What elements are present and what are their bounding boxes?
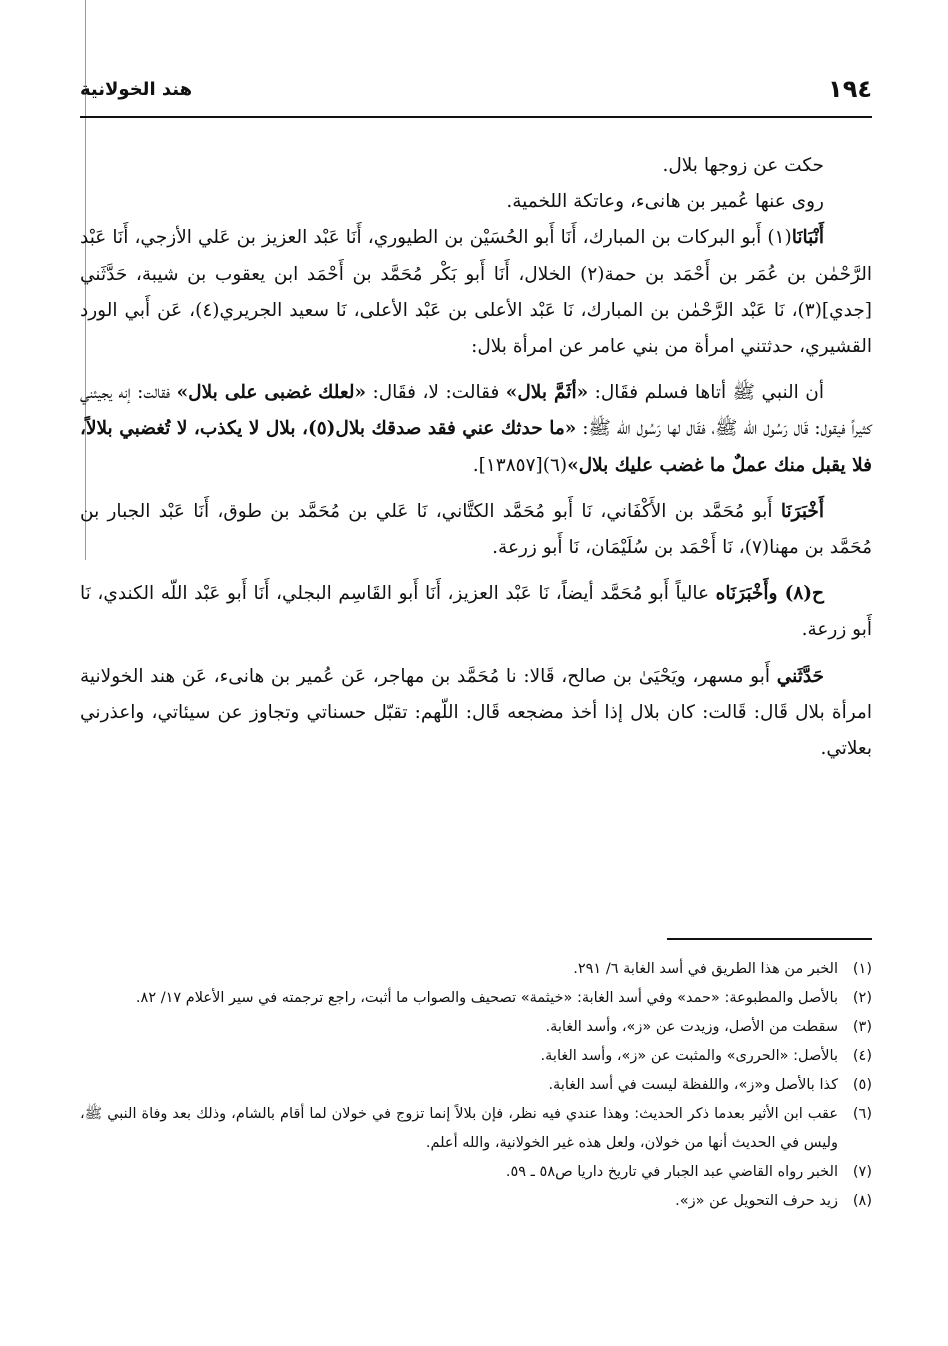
hadith-quote-d: «لعلك غضبى على بلال» xyxy=(176,382,367,404)
hadith-quote-b: «أثَمَّ بلال» xyxy=(505,382,589,404)
footnote-number: (٦) xyxy=(852,1106,872,1122)
footnote-item xyxy=(80,1071,872,1100)
hadith-text-c: فقالت: لا، فقَال: xyxy=(366,382,506,404)
footnote-item xyxy=(80,1042,872,1071)
footnotes xyxy=(80,955,872,1216)
paragraph-isnad-1 xyxy=(80,220,872,365)
footnote-number: (٤) xyxy=(852,1048,872,1064)
paragraph-isnad-2 xyxy=(80,494,872,566)
paragraph-isnad-3 xyxy=(80,576,872,648)
footnote-text: بالأصل: «الحررى» والمثبت عن «ز»، وأسد الغابة. xyxy=(540,1048,838,1064)
footnote-number: (١) xyxy=(852,961,872,977)
footnote-text: كذا بالأصل و«ز»، واللفظة ليست في أسد الغابة. xyxy=(548,1077,838,1093)
footnote-item xyxy=(80,1100,872,1158)
isnad-keyword: ح(٨) وأَخْبَرَنَاه xyxy=(715,583,824,605)
paragraph-hadith xyxy=(80,375,872,484)
hadith-quote-f: «ما حدثك عني فقد صدقك بلال(٥)، بلال لا يكذب، لا تُغضبي بلالاً، فلا يقبل منك عملٌ ما غضب عليك بلال» xyxy=(80,418,872,476)
isnad-text: عالياً أَبو مُحَمَّد أيضاً، نَا عَبْد العزيز، أَنَا أَبو القَاسِم البجلي، أَنَا أَبو عَبْد اللّه الكندي، نَا أَبو زرعة. xyxy=(80,583,872,641)
footnote-item xyxy=(80,1158,872,1187)
footnote-text: عقب ابن الأثير بعدما ذكر الحديث: وهذا عندي فيه نظر، فإن بلالاً إنما تزوج في خولان لما أقام بالشام، وذلك بعد وفاة النبي ﷺ، وليس في الحديث أنها من خولان، ولعل هذه غير الخولانية، والله أعلم. xyxy=(80,1106,838,1151)
footnote-text: الخبر رواه القاضي عبد الجبار في تاريخ داريا ص٥٨ ـ ٥٩. xyxy=(505,1164,838,1180)
page-number: ١٩٤ xyxy=(828,75,872,103)
running-title: هند الخولانية xyxy=(80,78,193,100)
isnad-text: أَبو مُحَمَّد بن الأَكْفَاني، نَا أَبو مُحَمَّد الكتَّاني، نَا عَلي بن مُحَمَّد بن طوق، أَنَا عَبْد الجبار بن مُحَمَّد بن مهنا(٧)، نَا أَحْمَد بن سُلَيْمَان، نَا أَبو زرعة. xyxy=(80,500,872,559)
isnad-keyword: حَدَّثَني xyxy=(776,665,824,687)
header-rule xyxy=(80,116,872,118)
hadith-text-a: أن النبي ﷺ أتاها فسلم فقَال: xyxy=(588,382,825,404)
isnad-text: (١) أَبو البركات بن المبارك، أَنَا أَبو الحُسَيْن بن الطيوري، أَنَا عَبْد العزيز بن عَلي الأزجي، أَنَا عَبْد الرَّحْمٰن بن عُمَر بن أَحْمَد بن حمة(٢) الخلال، أَنَا أَبو بَكْر مُحَمَّد بن أَحْمَد ابن يعقوب بن شيبة، حَدَّثَني [جدي](٣)، نَا عَبْد الرَّحْمٰن بن المبارك، نَا عَبْد الأعلى بن عَبْد الأعلى، نَا سعيد الجريري(٤)، عَن أَبي الورد القشيري، حدثتني امرأة من بني عامر عن امرأة بلال: xyxy=(80,227,872,358)
footnote-number: (٧) xyxy=(852,1164,872,1180)
footnote-rule xyxy=(667,938,872,940)
footnote-item xyxy=(80,1013,872,1042)
paragraph-narration: حكت عن زوجها بلال. xyxy=(662,155,824,176)
isnad-text: أَبو مسهر، ويَحْيَىٰ بن صالح، قَالا: نا مُحَمَّد بن مهاجر، عَن عُمير بن هانىء، عَن هند الخولانية امرأة بلال قَال: قَالت: كان بلال إذا أخذ مضجعه قَال: اللّهم: تقبّل حسناتي وتجاوز عن سيئاتي، واعذرني بعلاتي. xyxy=(80,665,872,760)
footnote-item xyxy=(80,955,872,984)
footnote-text: الخبر من هذا الطريق في أسد الغابة ٦/ ٢٩١. xyxy=(573,961,838,977)
footnote-number: (٢) xyxy=(852,990,872,1006)
footnote-number: (٨) xyxy=(852,1193,872,1209)
footnote-text: سقطت من الأصل، وزيدت عن «ز»، وأسد الغابة. xyxy=(545,1019,838,1035)
footnote-text: بالأصل والمطبوعة: «حمد» وفي أسد الغابة: «خيثمة» تصحيف والصواب ما أثبت، راجع ترجمته في سير الأعلام ١٧/ ٨٢. xyxy=(135,990,838,1006)
footnote-item xyxy=(80,984,872,1013)
footnote-item xyxy=(80,1187,872,1216)
hadith-text-e: فقالت: إنه يجيئني كثيراً فيقول: قَال رَسُول الله ﷺ، فقَال لها رَسُول الله ﷺ: xyxy=(80,382,873,440)
paragraph-narrators: روى عنها عُمير بن هانىء، وعاتكة اللخمية. xyxy=(506,191,824,213)
main-text xyxy=(80,148,872,767)
isnad-keyword: أَنْبَانَا xyxy=(791,227,824,249)
footnote-number: (٥) xyxy=(852,1077,872,1093)
paragraph-isnad-4 xyxy=(80,659,872,768)
hadith-reference: (٦)[١٣٨٥٧]. xyxy=(472,454,568,476)
footnote-number: (٣) xyxy=(852,1019,872,1035)
isnad-keyword: أَخْبَرَنَا xyxy=(780,500,824,522)
page-header xyxy=(80,68,872,110)
footnote-text: زيد حرف التحويل عن «ز». xyxy=(675,1193,838,1209)
